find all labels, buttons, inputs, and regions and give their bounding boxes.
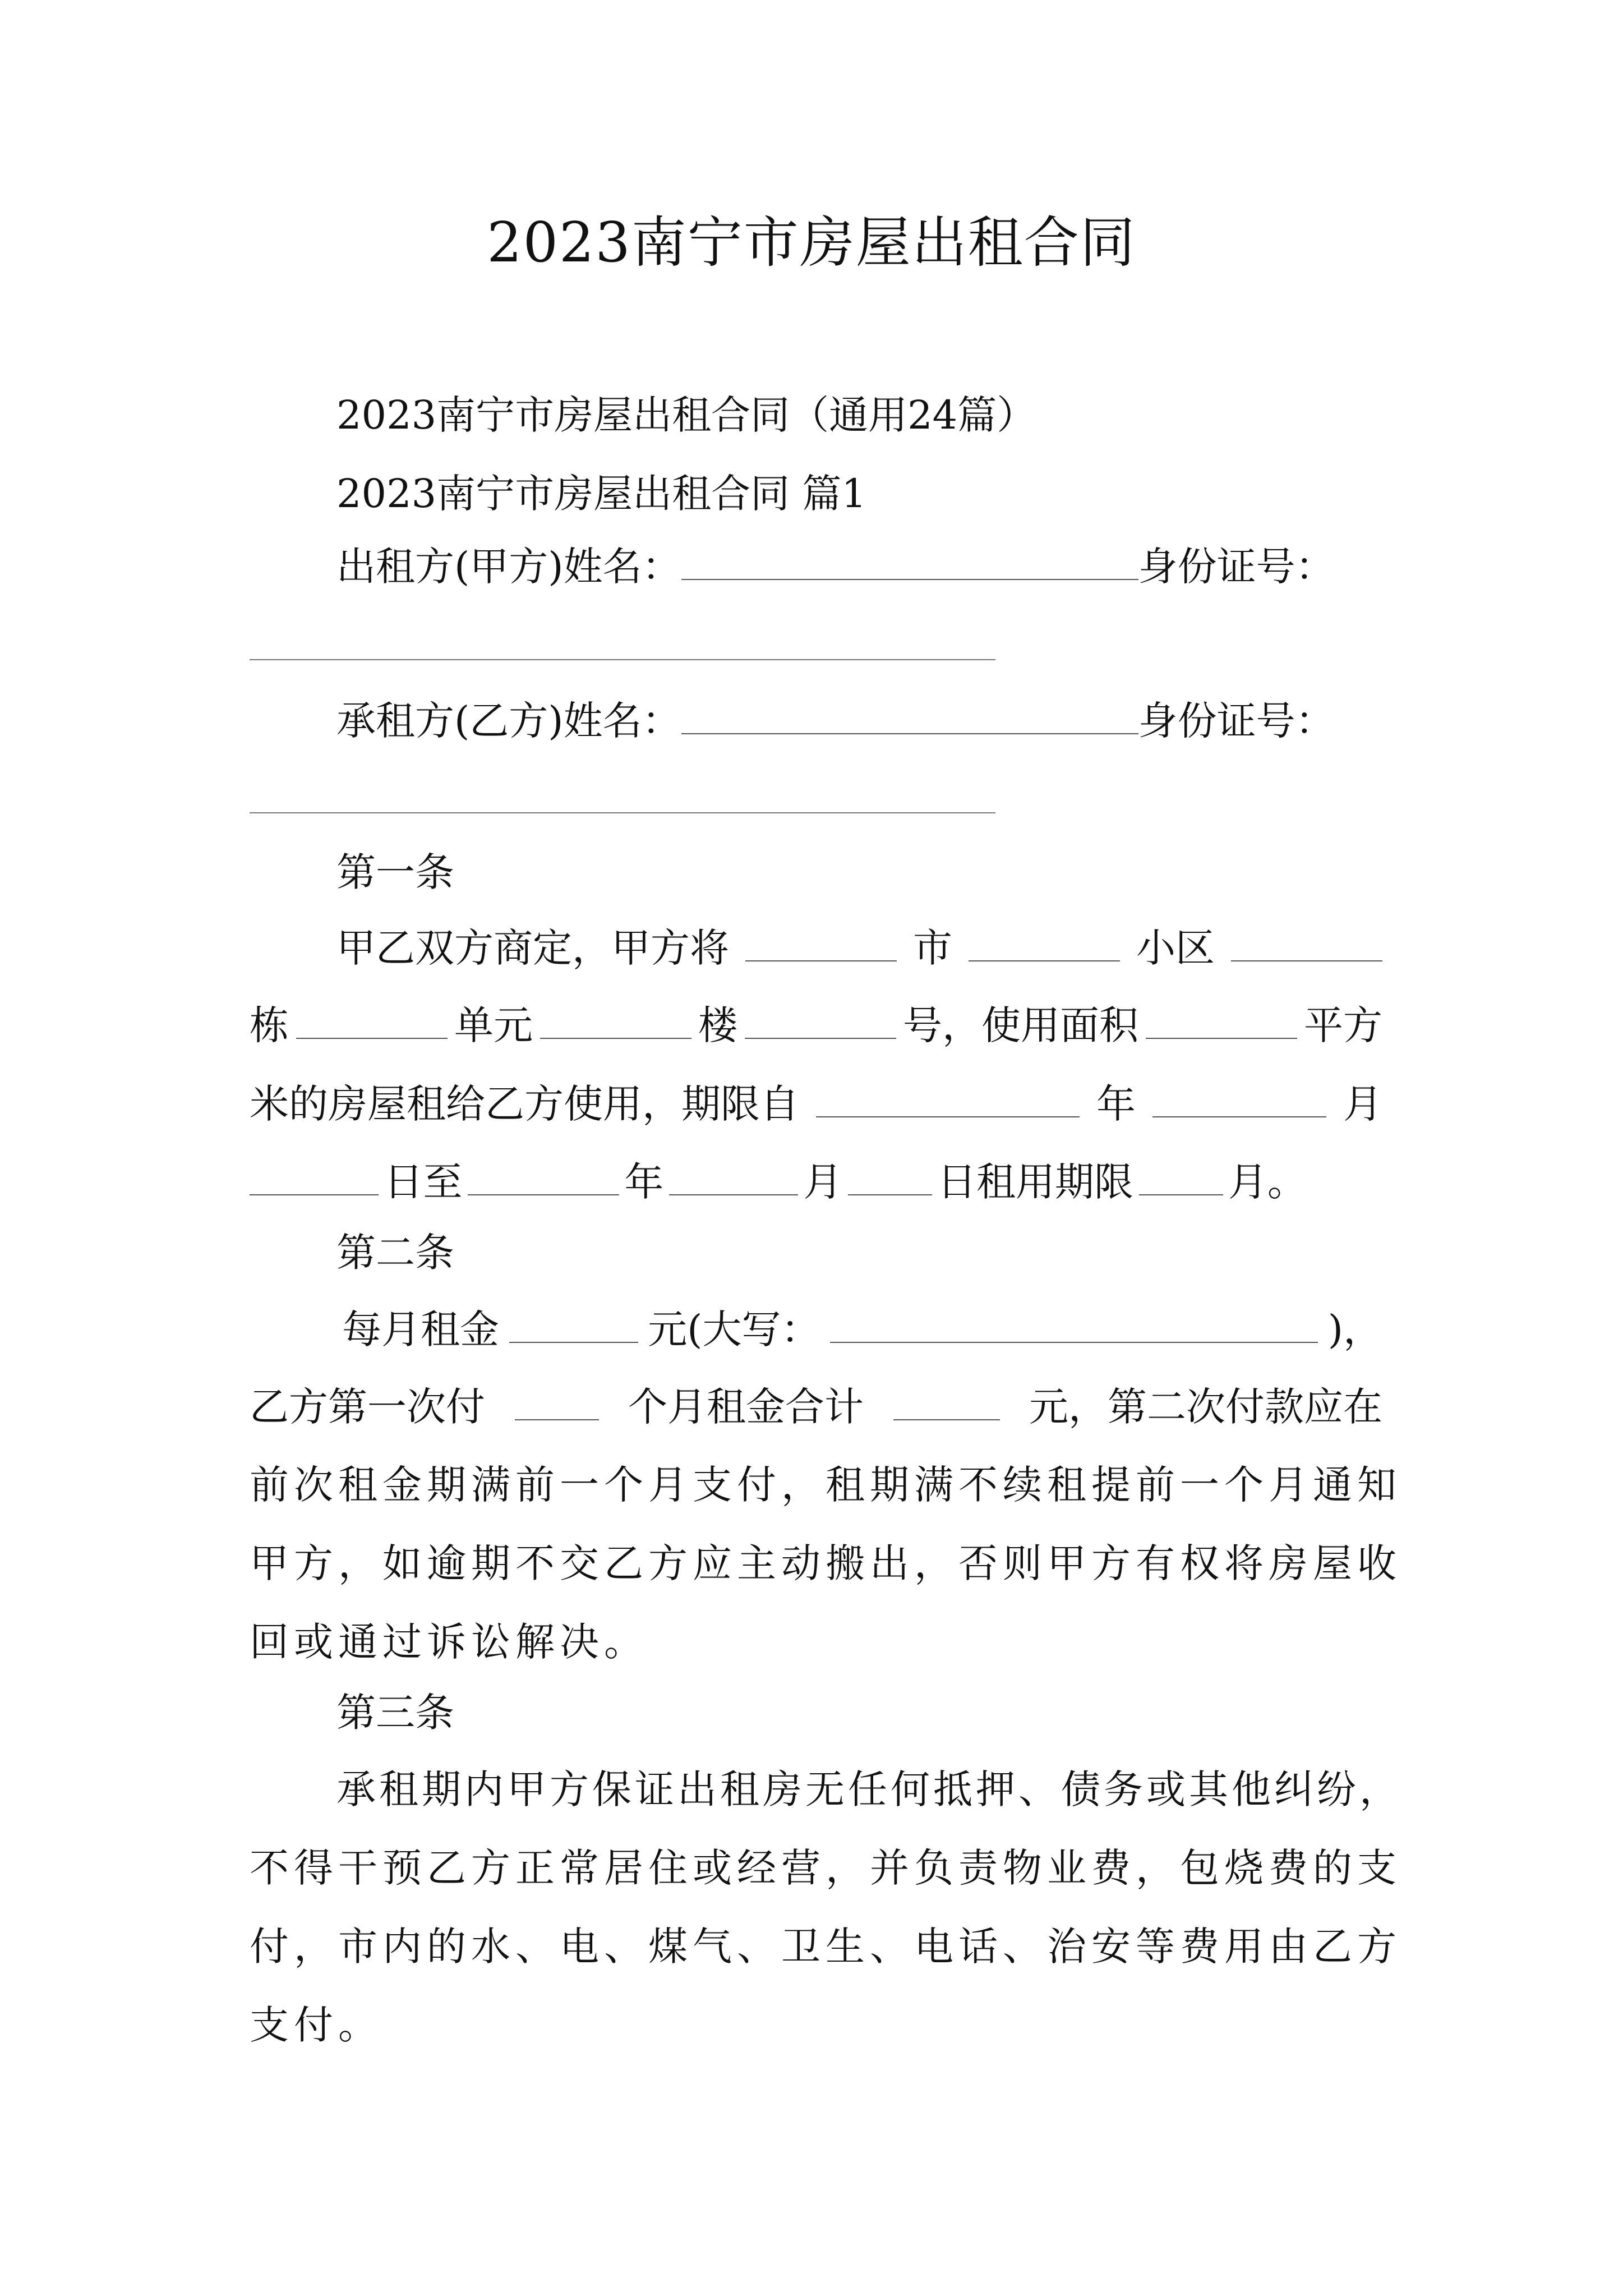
article-3-line-2: 不得干预乙方正常居住或经营，并负责物业费，包烧费的支	[250, 1845, 1401, 1891]
start-day-blank	[250, 1194, 379, 1195]
article-2-line-1	[342, 1301, 1382, 1358]
text-segment: 个月租金合计	[628, 1384, 864, 1430]
article-3-line-1: 承租期内甲方保证出租房无任何抵押、债务或其他纠纷，	[336, 1766, 1402, 1812]
article-1-title: 第一条	[336, 849, 454, 895]
article-1-line-2	[250, 997, 1382, 1053]
floor-blank	[745, 1038, 896, 1039]
text-segment: 号，使用面积	[903, 1002, 1138, 1048]
monthly-rent-blank	[509, 1342, 638, 1343]
text-segment: 日至	[384, 1159, 463, 1205]
lessor-name-line	[336, 539, 1335, 595]
article-3-line-3: 付，市内的水、电、煤气、卫生、电话、治安等费用由乙方	[250, 1924, 1401, 1970]
lessor-id-label: 身份证号：	[1138, 544, 1335, 590]
text-segment: 市	[913, 925, 952, 971]
first-payment-months-blank	[515, 1419, 599, 1420]
article-2-line-5: 回或通过诉讼解决。	[250, 1619, 648, 1665]
end-year-blank	[468, 1194, 619, 1195]
article-3-line-4: 支付。	[250, 2002, 382, 2048]
article-2-line-2	[250, 1379, 1382, 1435]
area-blank	[1146, 1038, 1297, 1039]
article-2-line-4: 甲方，如逾期不交乙方应主动搬出，否则甲方有权将房屋收	[250, 1540, 1401, 1586]
building-blank	[1231, 960, 1382, 961]
lessee-name-label: 承租方(乙方)姓名：	[336, 698, 681, 744]
lessor-name-blank	[681, 579, 1138, 580]
first-payment-total-blank	[893, 1419, 1000, 1420]
text-segment: 年	[624, 1159, 664, 1205]
lessor-name-label: 出租方(甲方)姓名：	[336, 544, 681, 590]
city-blank	[745, 960, 897, 961]
text-segment: 元，第二次付款应在	[1029, 1384, 1382, 1430]
text-segment: 米的房屋租给乙方使用，期限自	[250, 1081, 799, 1127]
text-segment: 平方	[1304, 1002, 1382, 1048]
rent-in-words-blank	[830, 1342, 1318, 1343]
building-no-blank	[296, 1038, 448, 1039]
document-subtitle: 2023南宁市房屋出租合同（通用24篇）	[336, 392, 1036, 438]
text-segment: 月	[1343, 1081, 1382, 1127]
lessee-id-label: 身份证号：	[1138, 698, 1335, 744]
end-day-blank	[848, 1194, 932, 1195]
lessee-name-blank	[681, 733, 1138, 734]
article-2-line-3: 前次租金期满前一个月支付，租期满不续租提前一个月通知	[250, 1462, 1401, 1508]
unit-blank	[540, 1038, 691, 1039]
article-1-line-4	[250, 1154, 1307, 1210]
end-month-blank	[669, 1194, 798, 1195]
term-months-blank	[1139, 1194, 1223, 1195]
document-title: 2023南宁市房屋出租合同	[487, 211, 1136, 275]
text-segment: 栋	[250, 1002, 289, 1048]
text-segment: 元(大写：	[648, 1306, 820, 1352]
text-segment: 单元	[454, 1002, 533, 1048]
article-3-title: 第三条	[336, 1690, 454, 1736]
district-blank	[969, 960, 1120, 961]
text-segment: 楼	[698, 1002, 737, 1048]
start-year-blank	[816, 1116, 1080, 1117]
text-segment: 年	[1096, 1081, 1136, 1127]
text-segment: 每月租金	[342, 1306, 499, 1352]
text-segment: 月。	[1228, 1159, 1307, 1205]
lessor-id-blank	[250, 659, 995, 660]
text-segment: 甲乙双方商定，甲方将	[336, 925, 729, 971]
start-month-blank	[1152, 1116, 1326, 1117]
article-2-title: 第二条	[336, 1230, 454, 1276]
text-segment: 乙方第一次付	[250, 1384, 485, 1430]
lessee-id-blank	[250, 812, 995, 813]
article-1-line-1	[336, 920, 1382, 976]
text-segment: 日租用期限	[937, 1159, 1134, 1205]
lessee-name-line	[336, 693, 1335, 749]
text-segment: 月	[803, 1159, 843, 1205]
text-segment: 小区	[1136, 925, 1215, 971]
text-segment: )，	[1327, 1306, 1382, 1352]
article-1-line-3	[250, 1076, 1382, 1132]
section-heading: 2023南宁市房屋出租合同 篇1	[336, 471, 866, 517]
